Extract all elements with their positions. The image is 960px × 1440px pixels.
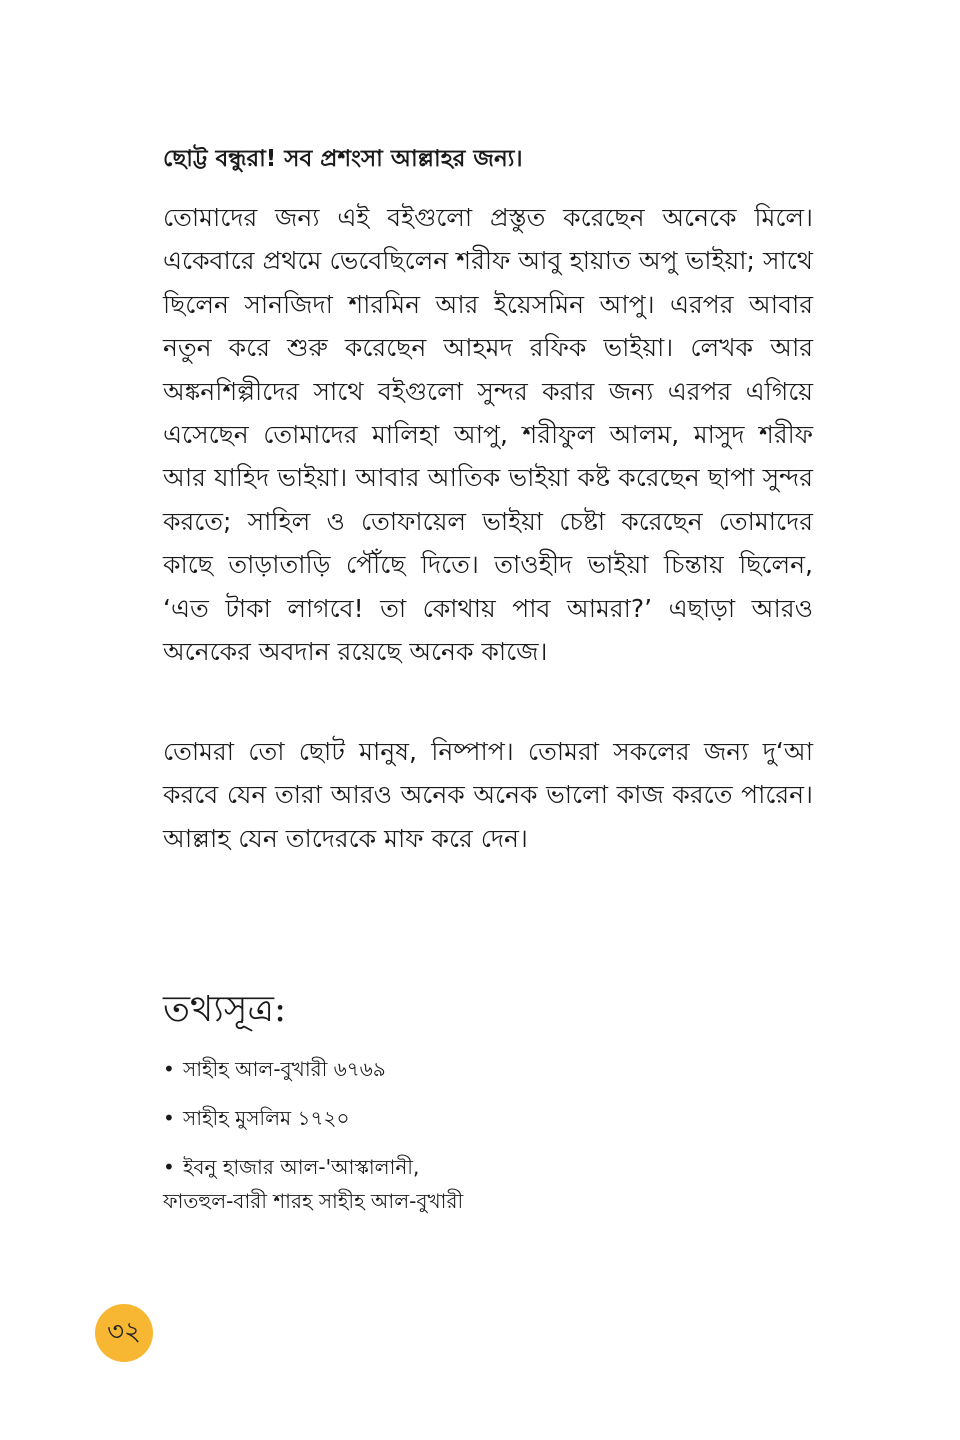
source-text: সাহীহ আল-বুখারী ৬৭৬৯ [183,1057,386,1081]
greeting-heading: ছোট্ট বন্ধুরা! সব প্রশংসা আল্লাহর জন্য। [163,146,523,172]
bullet-icon: • [163,1155,175,1179]
sources-list [163,1052,813,1233]
page-number: ৩২ [107,1317,141,1347]
source-text: ইবনু হাজার আল-'আস্কালানী, [183,1155,420,1179]
source-text-continued: ফাতহুল-বারী শারহ সাহীহ আল-বুখারী [163,1189,464,1213]
acknowledgement-paragraph: তোমাদের জন্য এই বইগুলো প্রস্তুত করেছেন অনেকে মিলে। একেবারে প্রথমে ভেবেছিলেন শরীফ আবু হায়াত অপু ভাইয়া; সাথে ছিলেন সানজিদা শারমিন আর ইয়েসমিন আপু। এরপর আবার নতুন করে শুরু করেছেন আহমদ রফিক ভাইয়া। লেখক আর অঙ্কনশিল্পীদের সাথে বইগুলো সুন্দর করার জন্য এরপর এগিয়ে এসেছেন তোমাদের মালিহা আপু, শরীফুল আলম, মাসুদ শরীফ আর যাহিদ ভাইয়া। আবার আতিক ভাইয়া কষ্ট করেছেন ছাপা সুন্দর করতে; সাহিল ও তোফায়েল ভাইয়া চেষ্টা করেছেন তোমাদের কাছে তাড়াতাড়ি পৌঁছে দিতে। তাওহীদ ভাইয়া চিন্তায় ছিলেন, ‘এত টাকা লাগবে! তা কোথায় পাব আমরা?’ এছাড়া আরও অনেকের অবদান রয়েছে অনেক কাজে। [163,203,813,667]
source-item [163,1150,813,1218]
bullet-icon: • [163,1057,175,1081]
dua-paragraph: তোমরা তো ছোট মানুষ, নিষ্পাপ। তোমরা সকলের জন্য দু‘আ করবে যেন তারা আরও অনেক অনেক ভালো কাজ করতে পারেন। আল্লাহ যেন তাদেরকে মাফ করে দেন। [163,737,813,853]
source-text: সাহীহ মুসলিম ১৭২০ [183,1106,350,1130]
sources-title: তথ্যসূত্র: [163,989,287,1030]
bullet-icon: • [163,1106,175,1130]
source-item [163,1052,813,1086]
page-number-badge [95,1304,153,1362]
source-item [163,1101,813,1135]
